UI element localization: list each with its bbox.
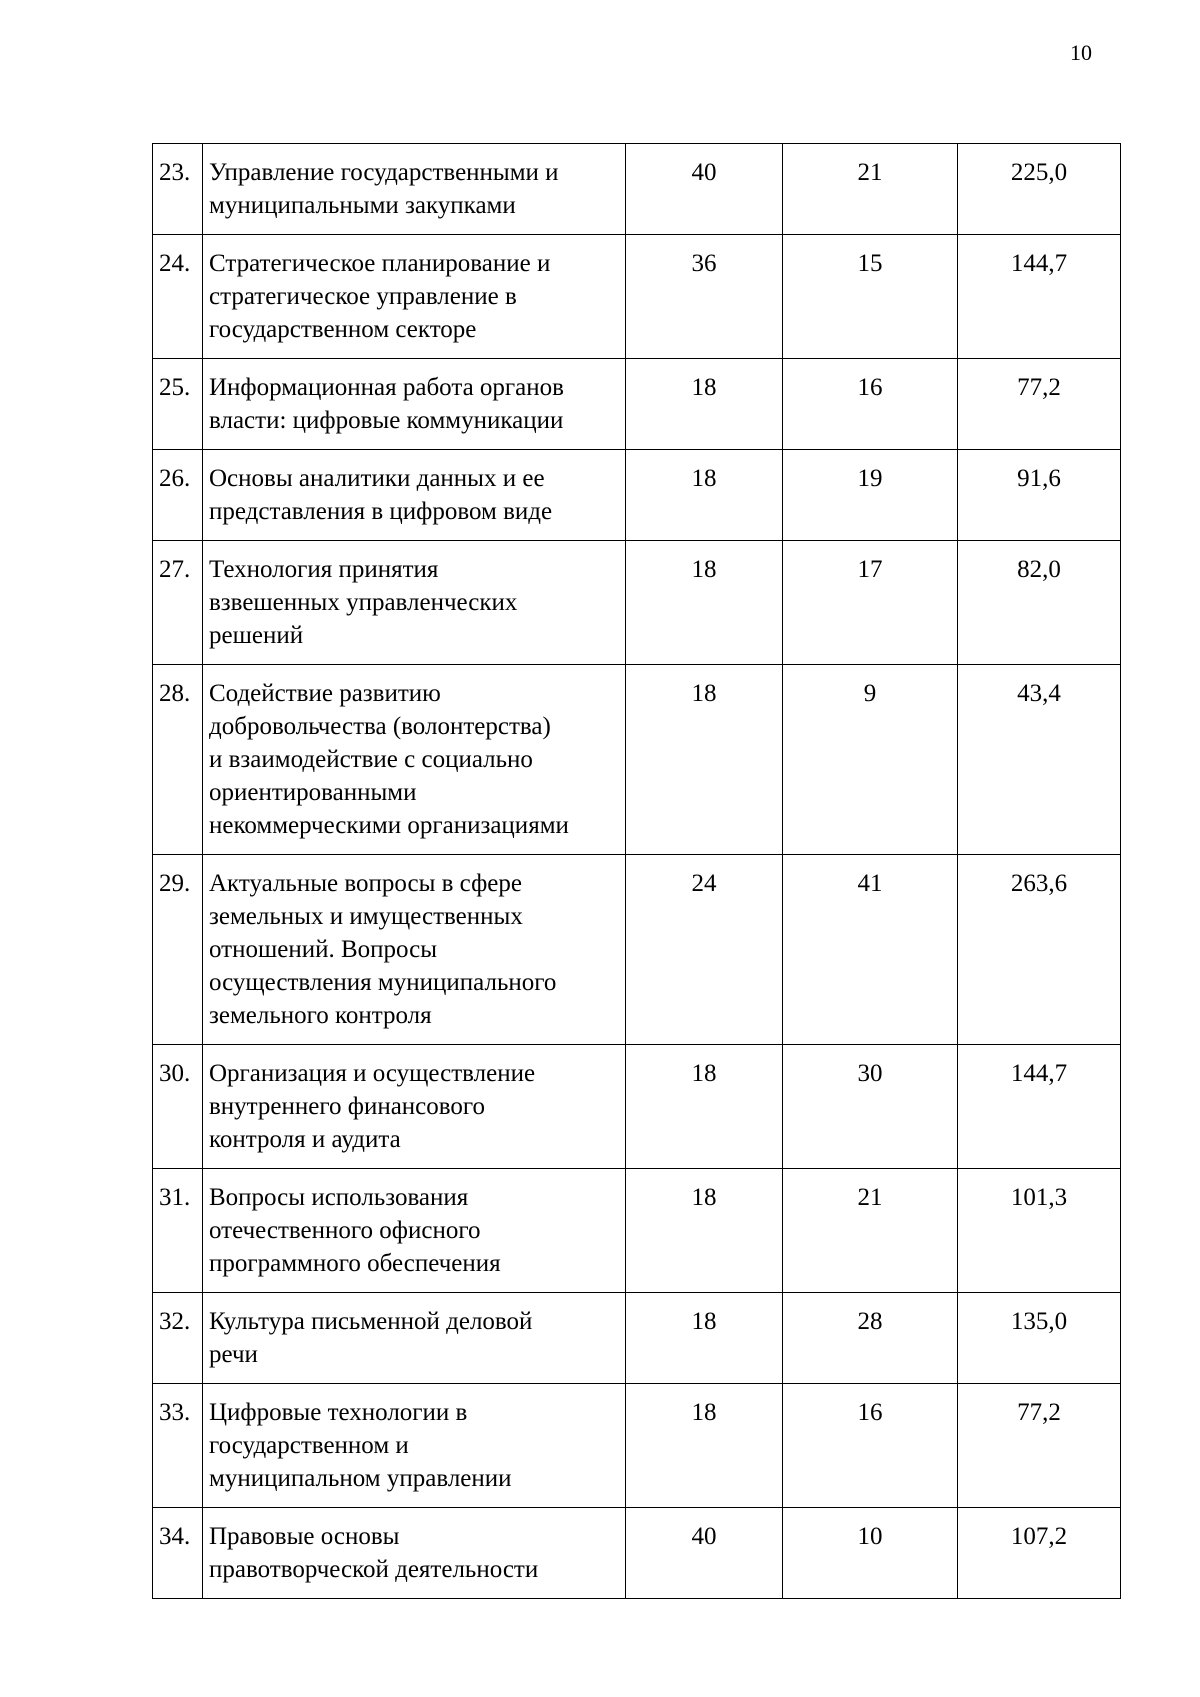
course-name-line: Цифровые технологии в xyxy=(209,1399,468,1426)
table-row xyxy=(153,1293,1121,1384)
course-name-line: отношений. Вопросы xyxy=(209,936,438,963)
course-name-line: внутреннего финансового xyxy=(209,1093,486,1120)
value-b-cell: 10 xyxy=(783,1508,958,1599)
value-c-cell: 82,0 xyxy=(958,541,1121,665)
table-row xyxy=(153,144,1121,235)
page-number: 10 xyxy=(1070,40,1092,65)
course-name-line: решений xyxy=(209,622,304,649)
table-row xyxy=(153,1045,1121,1169)
value-c-cell: 91,6 xyxy=(958,450,1121,541)
value-b-cell: 15 xyxy=(783,235,958,359)
value-b-cell: 30 xyxy=(783,1045,958,1169)
course-name-cell xyxy=(203,1169,626,1293)
course-name-cell xyxy=(203,235,626,359)
table-body xyxy=(153,144,1121,1599)
value-c-cell: 77,2 xyxy=(958,359,1121,450)
table-row xyxy=(153,359,1121,450)
course-name-line: Информационная работа органов xyxy=(209,374,564,401)
course-name-line: отечественного офисного xyxy=(209,1217,481,1244)
course-name-line: муниципальными закупками xyxy=(209,192,516,219)
row-number: 27. xyxy=(153,541,203,665)
table-row xyxy=(153,1169,1121,1293)
value-b-cell: 17 xyxy=(783,541,958,665)
course-name-cell xyxy=(203,1045,626,1169)
table-row xyxy=(153,1508,1121,1599)
row-number: 29. xyxy=(153,855,203,1045)
value-a-cell: 40 xyxy=(626,144,783,235)
value-c-cell: 107,2 xyxy=(958,1508,1121,1599)
row-number: 32. xyxy=(153,1293,203,1384)
course-name-line: Актуальные вопросы в сфере xyxy=(209,870,522,897)
value-a-cell: 18 xyxy=(626,541,783,665)
row-number: 25. xyxy=(153,359,203,450)
course-name-line: правотворческой деятельности xyxy=(209,1556,539,1583)
course-name-line: речи xyxy=(209,1341,258,1368)
table-row xyxy=(153,235,1121,359)
row-number: 28. xyxy=(153,665,203,855)
course-name-line: Технология принятия xyxy=(209,556,439,583)
course-name-line: Содействие развитию xyxy=(209,680,441,707)
course-name-line: Организация и осуществление xyxy=(209,1060,536,1087)
course-name-line: стратегическое управление в xyxy=(209,283,517,310)
value-c-cell: 263,6 xyxy=(958,855,1121,1045)
value-b-cell: 21 xyxy=(783,144,958,235)
course-name-line: власти: цифровые коммуникации xyxy=(209,407,564,434)
course-name-line: земельных и имущественных xyxy=(209,903,523,930)
course-name-cell xyxy=(203,541,626,665)
table-row xyxy=(153,450,1121,541)
value-a-cell: 18 xyxy=(626,1293,783,1384)
value-a-cell: 36 xyxy=(626,235,783,359)
value-c-cell: 144,7 xyxy=(958,235,1121,359)
course-name-line: государственном и xyxy=(209,1432,409,1459)
table-row xyxy=(153,665,1121,855)
value-a-cell: 18 xyxy=(626,359,783,450)
course-name-line: контроля и аудита xyxy=(209,1126,401,1153)
value-a-cell: 18 xyxy=(626,1045,783,1169)
value-a-cell: 18 xyxy=(626,665,783,855)
table-row xyxy=(153,541,1121,665)
course-name-line: осуществления муниципального xyxy=(209,969,557,996)
course-name-line: Стратегическое планирование и xyxy=(209,250,551,277)
course-name-line: Вопросы использования xyxy=(209,1184,469,1211)
row-number: 24. xyxy=(153,235,203,359)
course-name-line: Правовые основы xyxy=(209,1523,400,1550)
course-name-line: ориентированными xyxy=(209,779,417,806)
course-name-line: программного обеспечения xyxy=(209,1250,501,1277)
course-name-line: Основы аналитики данных и ее xyxy=(209,465,545,492)
course-name-cell xyxy=(203,665,626,855)
course-name-line: добровольчества (волонтерства) xyxy=(209,713,551,740)
course-name-cell xyxy=(203,359,626,450)
value-a-cell: 18 xyxy=(626,1384,783,1508)
course-name-line: представления в цифровом виде xyxy=(209,498,553,525)
table-row xyxy=(153,1384,1121,1508)
value-c-cell: 77,2 xyxy=(958,1384,1121,1508)
value-b-cell: 16 xyxy=(783,1384,958,1508)
value-b-cell: 16 xyxy=(783,359,958,450)
row-number: 30. xyxy=(153,1045,203,1169)
value-b-cell: 28 xyxy=(783,1293,958,1384)
value-a-cell: 24 xyxy=(626,855,783,1045)
value-a-cell: 18 xyxy=(626,1169,783,1293)
value-b-cell: 19 xyxy=(783,450,958,541)
course-name-cell xyxy=(203,144,626,235)
course-name-cell xyxy=(203,1508,626,1599)
row-number: 31. xyxy=(153,1169,203,1293)
course-name-cell xyxy=(203,1293,626,1384)
courses-table xyxy=(152,143,1121,1599)
course-name-line: некоммерческими организациями xyxy=(209,812,569,839)
value-a-cell: 18 xyxy=(626,450,783,541)
value-a-cell: 40 xyxy=(626,1508,783,1599)
table-row xyxy=(153,855,1121,1045)
value-c-cell: 225,0 xyxy=(958,144,1121,235)
row-number: 23. xyxy=(153,144,203,235)
course-name-line: взвешенных управленческих xyxy=(209,589,518,616)
course-name-line: государственном секторе xyxy=(209,316,477,343)
course-name-cell xyxy=(203,450,626,541)
value-b-cell: 21 xyxy=(783,1169,958,1293)
course-name-line: земельного контроля xyxy=(209,1002,432,1029)
row-number: 33. xyxy=(153,1384,203,1508)
course-name-cell xyxy=(203,855,626,1045)
value-b-cell: 41 xyxy=(783,855,958,1045)
value-b-cell: 9 xyxy=(783,665,958,855)
row-number: 34. xyxy=(153,1508,203,1599)
value-c-cell: 43,4 xyxy=(958,665,1121,855)
value-c-cell: 144,7 xyxy=(958,1045,1121,1169)
course-name-cell xyxy=(203,1384,626,1508)
course-name-line: Управление государственными и xyxy=(209,159,559,186)
course-name-line: муниципальном управлении xyxy=(209,1465,512,1492)
value-c-cell: 101,3 xyxy=(958,1169,1121,1293)
row-number: 26. xyxy=(153,450,203,541)
course-name-line: Культура письменной деловой xyxy=(209,1308,533,1335)
value-c-cell: 135,0 xyxy=(958,1293,1121,1384)
course-name-line: и взаимодействие с социально xyxy=(209,746,533,773)
